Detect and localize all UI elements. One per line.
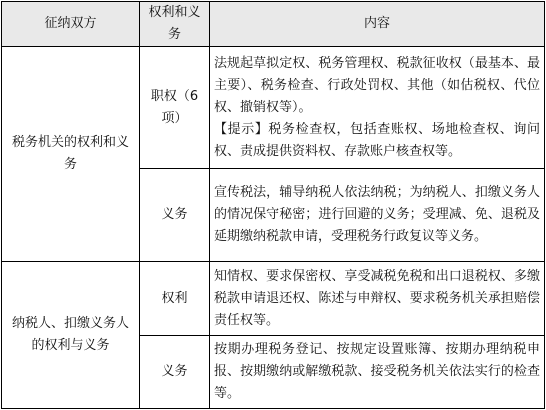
table-row xyxy=(2,262,545,336)
content-obligations xyxy=(210,169,545,262)
table-row xyxy=(2,47,545,169)
content-tip: 【提示】税务检查权，包括查账权、场地检查权、询问权、责成提供资料权、存款账户核查权等。 xyxy=(214,121,540,159)
type-powers: 职权（6项） xyxy=(140,47,210,169)
content-text: 知情权、要求保密权、享受减税免税和出口退税权、多缴税款申请退还权、陈述与申辩权、要求税务机关承担赔偿责任权等。 xyxy=(214,268,540,328)
type-obligations: 义务 xyxy=(140,169,210,262)
content-text: 按期办理税务登记、按规定设置账簿、按期办理纳税申报、按期缴纳或解缴税款、接受税务机关依法实行的检查等。 xyxy=(214,342,540,401)
rights-obligations-table xyxy=(1,1,545,409)
type-rights: 权利 xyxy=(140,262,210,336)
party-tax-authority: 税务机关的权利和义务 xyxy=(2,47,140,262)
content-taxpayer-obligations xyxy=(210,336,545,409)
content-text: 法规起草拟定权、税务管理权、税款征收权（最基本、最主要）、税务检查、行政处罚权、其他（如估税权、代位权、撤销权等）。 xyxy=(214,55,540,115)
content-rights xyxy=(210,262,545,336)
content-text: 宣传税法，辅导纳税人依法纳税；为纳税人、扣缴义务人的情况保守秘密；进行回避的义务；受理减、免、退税及延期缴纳税款申请，受理税务行政复议等义务。 xyxy=(214,185,540,244)
header-content: 内容 xyxy=(210,2,545,47)
header-rights-obligations: 权利和义务 xyxy=(140,2,210,47)
type-taxpayer-obligations: 义务 xyxy=(140,336,210,409)
party-taxpayer: 纳税人、扣缴义务人的权利与义务 xyxy=(2,262,140,409)
content-powers xyxy=(210,47,545,169)
header-party: 征纳双方 xyxy=(2,2,140,47)
header-row xyxy=(2,2,545,47)
